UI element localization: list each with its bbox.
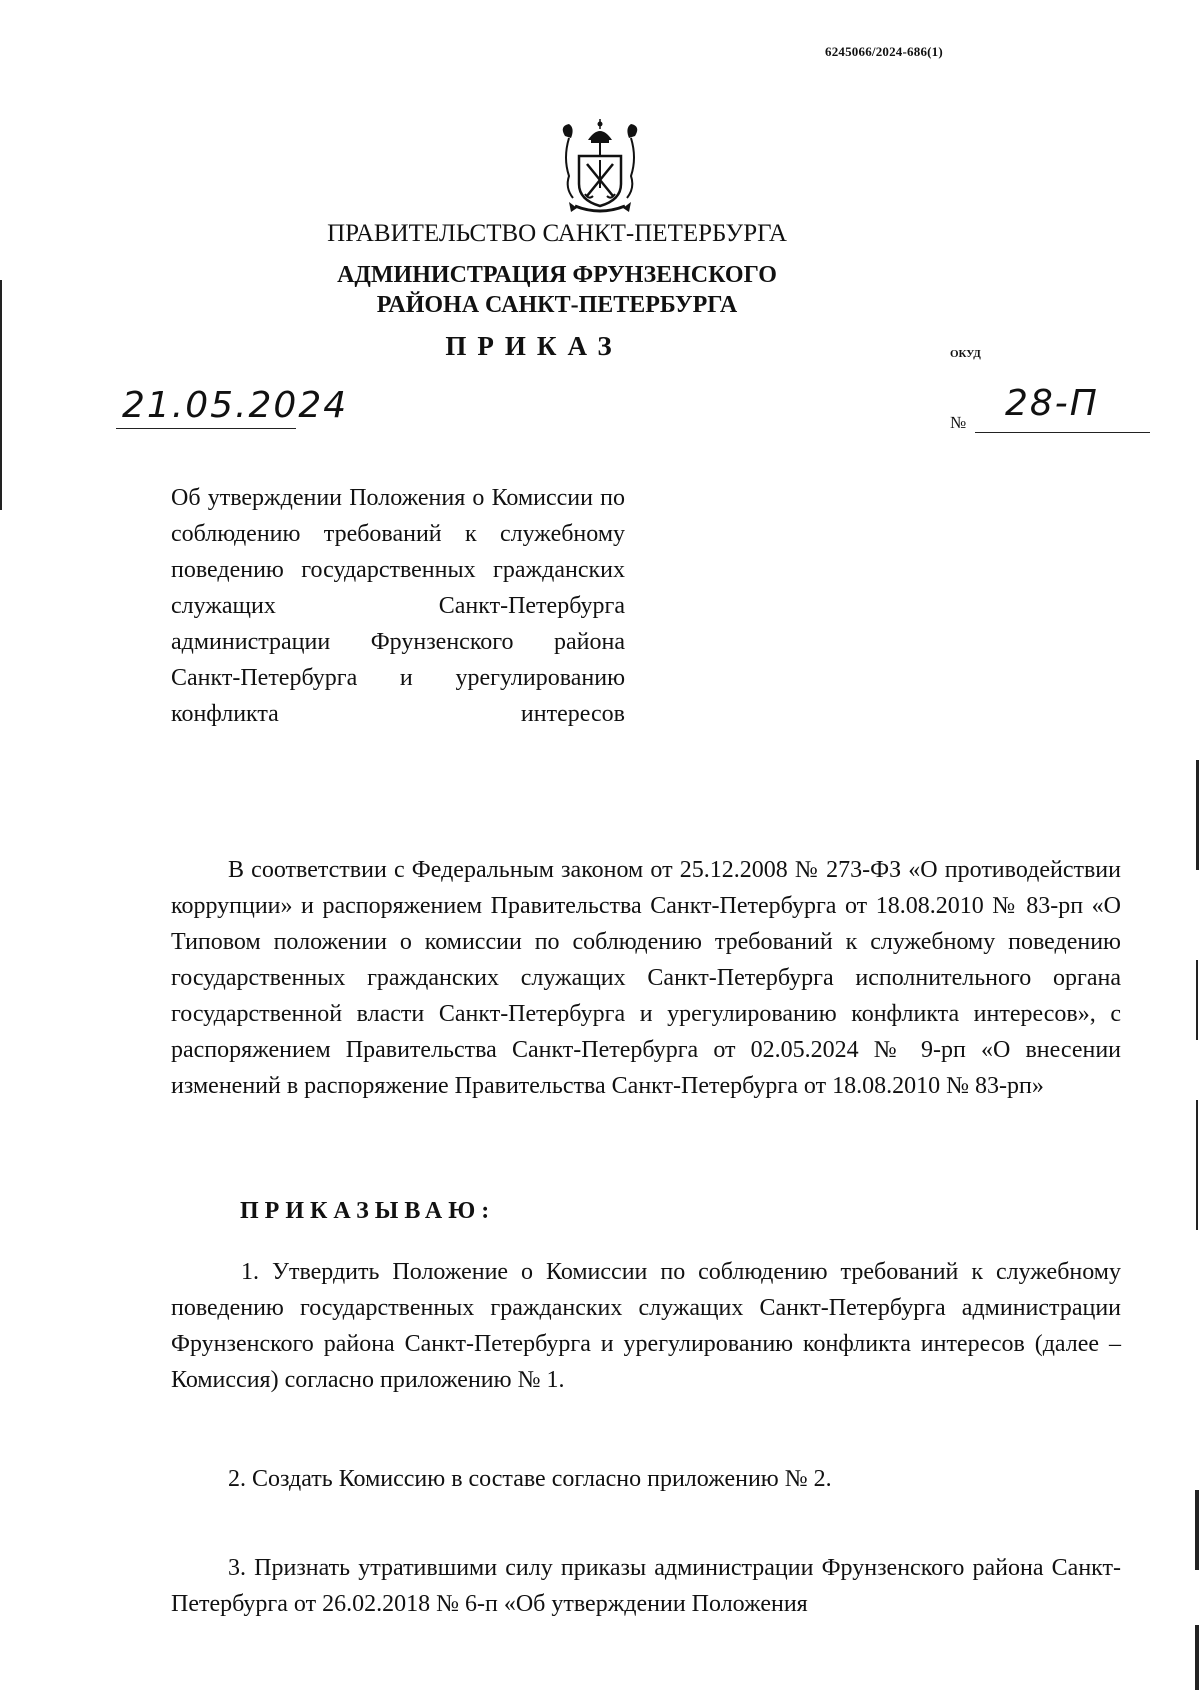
scan-edge-right-4: [1195, 1490, 1199, 1570]
document-type-heading: ПРИКАЗ: [445, 331, 623, 361]
scan-edge-right-1: [1196, 760, 1199, 870]
order-heading: ПРИКАЗЫВАЮ:: [240, 1198, 496, 1224]
administration-heading-line1: АДМИНИСТРАЦИЯ ФРУНЗЕНСКОГО: [337, 262, 777, 288]
document-title: Об утверждении Положения о Комиссии по соблюдению требований к служебному поведению государственных гражданских служащих Санкт-Петербурга администрации Фрунзенского района Санкт-Петербурга и урегулированию конфликта интересов: [171, 485, 625, 727]
scan-edge-right-3: [1196, 1100, 1198, 1230]
order-item-3: 3. Признать утратившими силу приказы администрации Фрунзенского района Санкт-Петербурга от 26.02.2018 № 6-п «Об утверждении Положения: [171, 1555, 1121, 1617]
number-underline: [975, 432, 1150, 433]
scan-edge-right-2: [1196, 960, 1198, 1040]
handwritten-number: 28-П: [1005, 383, 1099, 424]
preamble-paragraph: В соответствии с Федеральным законом от 25.12.2008 № 273-ФЗ «О противодействии коррупции» и распоряжением Правительства Санкт-Петербурга от 18.08.2010 № 83-рп «О Типовом положении о комиссии по соблюдению требований к служебному поведению государственных гражданских служащих Санкт-Петербурга исполнительного органа государственной власти Санкт-Петербурга и урегулированию конфликта интересов», с распоряжением Правительства Санкт-Петербурга от 02.05.2024 № 9-рп «О внесении изменений в распоряжение Правительства Санкт-Петербурга от 18.08.2010 № 83-рп»: [171, 857, 1121, 1099]
administration-heading-line2: РАЙОНА САНКТ-ПЕТЕРБУРГА: [376, 292, 738, 318]
order-item-2: 2. Создать Комиссию в составе согласно приложению № 2.: [228, 1466, 832, 1492]
coat-of-arms-icon: [555, 118, 645, 218]
handwritten-date: 21.05.2024: [122, 385, 349, 426]
registration-number: 6245066/2024-686(1): [825, 44, 943, 59]
order-item-1: 1. Утвердить Положение о Комиссии по соблюдению требований к служебному поведению государственных гражданских служащих Санкт-Петербурга администрации Фрунзенского района Санкт-Петербурга и урегулированию конфликта интересов (далее – Комиссия) согласно приложению № 1.: [171, 1259, 1121, 1393]
scan-edge-right-5: [1195, 1625, 1199, 1690]
okud-label: ОКУД: [950, 348, 981, 360]
number-label: №: [950, 413, 967, 432]
scan-edge-left: [0, 280, 2, 510]
date-underline: [116, 428, 296, 429]
government-heading: ПРАВИТЕЛЬСТВО САНКТ-ПЕТЕРБУРГА: [327, 220, 787, 247]
